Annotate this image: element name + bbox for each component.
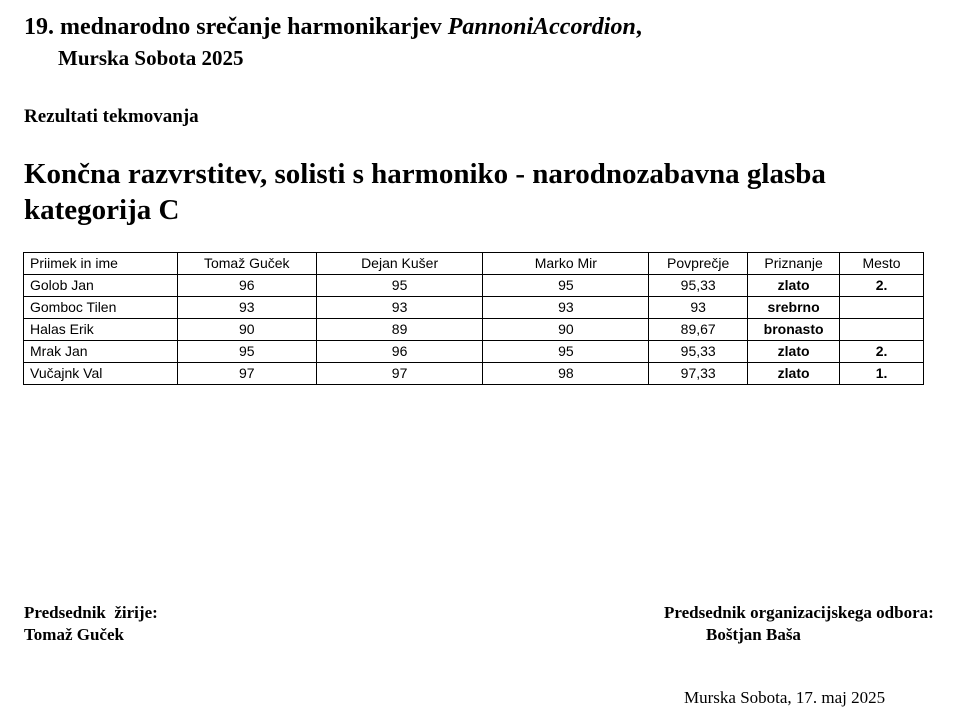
cell-award: zlato (748, 363, 840, 385)
event-name: PannoniAccordion (447, 14, 636, 40)
table-row (24, 275, 924, 297)
cell-place: 1. (840, 363, 924, 385)
organizing-president-name: Boštjan Baša (706, 625, 801, 644)
title-suffix: , (635, 14, 642, 40)
table-row (24, 363, 924, 385)
cell-score-judge2: 89 (316, 319, 483, 341)
cell-score-judge3: 95 (483, 275, 649, 297)
column-header-judge2: Dejan Kušer (316, 253, 483, 275)
cell-score-judge3: 90 (483, 319, 649, 341)
column-header-award: Priznanje (748, 253, 840, 275)
results-table (23, 252, 924, 385)
cell-place (840, 319, 924, 341)
document-title-line2: Murska Sobota 2025 (58, 46, 244, 70)
cell-average: 95,33 (649, 275, 748, 297)
jury-president-name: Tomaž Guček (24, 625, 124, 644)
table-row (24, 297, 924, 319)
cell-average: 97,33 (649, 363, 748, 385)
cell-award: zlato (748, 275, 840, 297)
cell-score-judge1: 93 (177, 297, 316, 319)
cell-score-judge1: 90 (177, 319, 316, 341)
cell-score-judge3: 93 (483, 297, 649, 319)
cell-score-judge2: 96 (316, 341, 483, 363)
column-header-name: Priimek in ime (24, 253, 178, 275)
cell-average: 89,67 (649, 319, 748, 341)
cell-award: bronasto (748, 319, 840, 341)
column-header-judge3: Marko Mir (483, 253, 649, 275)
cell-name: Gomboc Tilen (24, 297, 178, 319)
column-header-place: Mesto (840, 253, 924, 275)
column-header-average: Povprečje (649, 253, 748, 275)
cell-score-judge3: 98 (483, 363, 649, 385)
cell-score-judge1: 95 (177, 341, 316, 363)
cell-score-judge2: 97 (316, 363, 483, 385)
cell-name: Vučajnk Val (24, 363, 178, 385)
table-header-row (24, 253, 924, 275)
section-title: Končna razvrstitev, solisti s harmoniko - narodnozabavna glasba kategorija C (24, 158, 826, 226)
cell-score-judge3: 95 (483, 341, 649, 363)
cell-place: 2. (840, 341, 924, 363)
cell-award: srebrno (748, 297, 840, 319)
cell-score-judge1: 96 (177, 275, 316, 297)
place-and-date: Murska Sobota, 17. maj 2025 (684, 688, 886, 707)
cell-place (840, 297, 924, 319)
table-row (24, 341, 924, 363)
cell-score-judge2: 93 (316, 297, 483, 319)
cell-score-judge1: 97 (177, 363, 316, 385)
cell-place: 2. (840, 275, 924, 297)
jury-president-title: Predsednik žirije: (24, 603, 158, 622)
organizing-president-title: Predsednik organizacijskega odbora: (664, 603, 934, 622)
cell-average: 95,33 (649, 341, 748, 363)
cell-average: 93 (649, 297, 748, 319)
cell-award: zlato (748, 341, 840, 363)
column-header-judge1: Tomaž Guček (177, 253, 316, 275)
cell-score-judge2: 95 (316, 275, 483, 297)
cell-name: Halas Erik (24, 319, 178, 341)
cell-name: Golob Jan (24, 275, 178, 297)
table-row (24, 319, 924, 341)
subtitle: Rezultati tekmovanja (24, 106, 199, 127)
cell-name: Mrak Jan (24, 341, 178, 363)
document-title (24, 14, 642, 41)
title-prefix: 19. mednarodno srečanje harmonikarjev (24, 14, 448, 40)
